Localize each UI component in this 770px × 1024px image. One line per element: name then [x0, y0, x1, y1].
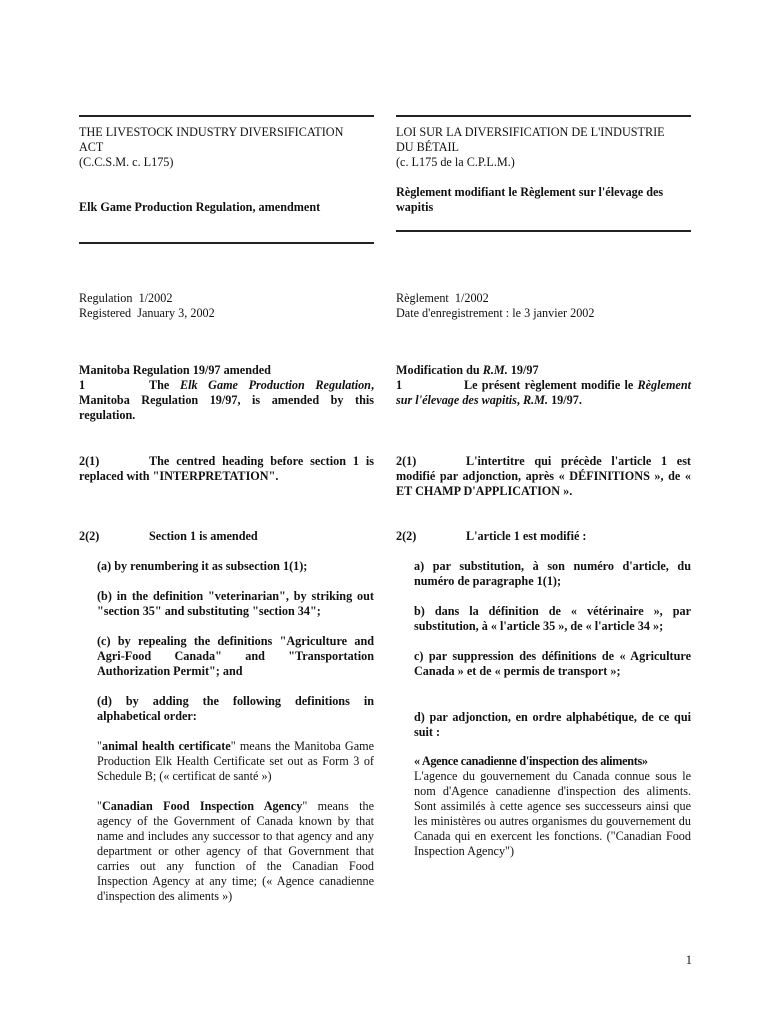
left-def1-open-quote: " — [97, 739, 102, 753]
left-def1-text: " means the Manitoba Game Production Elk Health Certificate set out as Form 3 of Schedule B; (« certificat de santé ») — [97, 739, 375, 783]
left-section-1-text-b: , Manitoba Regulation 19/97, is amended by this regulation. — [79, 378, 374, 422]
right-def1-term: « Agence canadienne d'inspection des aliments» — [414, 754, 648, 768]
right-definition-agence — [414, 754, 691, 859]
right-citation: (c. L175 de la C.P.L.M.) — [396, 155, 515, 169]
left-def1-term: animal health certificate — [101, 739, 231, 753]
right-header-top-rule — [396, 115, 691, 117]
right-registered-date: Date d'enregistrement : le 3 janvier 2002 — [396, 306, 595, 320]
left-act-title — [79, 125, 374, 170]
page-number: 1 — [685, 953, 692, 967]
right-header-bottom-rule — [396, 230, 691, 232]
right-clause-b: b) dans la définition de « vétérinaire », par substitution, à « l'article 35 », de « l'article 34 »; — [414, 604, 691, 633]
right-section-1-rm: R.M. — [522, 393, 549, 407]
right-section-1-heading-a: Modification du — [396, 363, 483, 377]
left-clause-c: (c) by repealing the definitions "Agriculture and Agri-Food Canada" and "Transportation Authorization Permit"; and — [97, 634, 374, 678]
left-def2-open-quote: " — [97, 799, 102, 813]
left-section-1-number: 1 — [79, 378, 86, 392]
left-registered-date: Registered January 3, 2002 — [79, 306, 215, 320]
left-definition-cfia — [97, 799, 374, 904]
right-section-1-heading-rm: R.M. — [482, 363, 508, 377]
right-clause-a: a) par substitution, à son numéro d'article, du numéro de paragraphe 1(1); — [414, 559, 691, 588]
left-citation: (C.C.S.M. c. L175) — [79, 155, 174, 169]
right-section-2-2-number: 2(2) — [396, 529, 417, 543]
right-act-title — [396, 125, 696, 170]
left-section-2-1 — [79, 454, 374, 484]
right-regulation-number: Règlement 1/2002 — [396, 291, 489, 305]
right-section-2-1-number: 2(1) — [396, 454, 417, 468]
left-section-2-1-text: The centred heading before section 1 is replaced with "INTERPRETATION". — [79, 454, 374, 483]
left-clause-b: (b) in the definition "veterinarian", by striking out "section 35" and substituting "section 34"; — [97, 589, 374, 618]
right-section-1-text-c: 19/97. — [548, 393, 582, 407]
left-definition-animal-health-certificate — [97, 739, 374, 784]
right-def1-text: L'agence du gouvernement du Canada connue sous le nom d'Agence canadienne d'inspection des aliments. Sont assimilés à cette agence ses successeurs ainsi que les ministères ou autres organismes du gouvernement du Canada qui en exercent les fonctions. ("Canadian Food Inspection Agency") — [414, 769, 691, 858]
left-section-1-text-a: The — [149, 378, 180, 392]
right-section-2-2-heading-text: L'article 1 est modifié : — [466, 529, 587, 543]
left-section-2-1-number: 2(1) — [79, 454, 100, 468]
left-clause-a: (a) by renumbering it as subsection 1(1); — [97, 559, 308, 573]
left-section-2-2-number: 2(2) — [79, 529, 100, 543]
right-section-1-heading — [396, 363, 691, 378]
left-act-title-line1: THE LIVESTOCK INDUSTRY DIVERSIFICATION — [79, 125, 344, 139]
left-regulation-title: Elk Game Production Regulation, amendment — [79, 200, 321, 214]
right-clause-d: d) par adjonction, en ordre alphabétique, de ce qui suit : — [414, 710, 691, 739]
left-section-1 — [79, 363, 374, 423]
right-section-1-body — [396, 378, 691, 408]
right-meta — [396, 291, 696, 321]
right-section-1-text-b: , — [516, 393, 523, 407]
right-clause-c: c) par suppression des définitions de « Agriculture Canada » et de « permis de transport »; — [414, 649, 691, 678]
right-act-title-line1: LOI SUR LA DIVERSIFICATION DE L'INDUSTRIE — [396, 125, 665, 139]
left-section-1-body — [79, 378, 374, 423]
right-section-1-reg-name: Règlement sur l'élevage des wapitis — [396, 378, 691, 407]
right-regulation-title: Règlement modifiant le Règlement sur l'élevage des wapitis — [396, 185, 664, 214]
left-section-1-reg-name: Elk Game Production Regulation — [179, 378, 371, 392]
left-def2-text: " means the agency of the Government of Canada known by that name and includes any successor to that agency and any department or other agency of that Government that carries out any function of the Canadian Food Inspection Agency at any time; (« Agence canadienne d'inspection des aliments ») — [97, 799, 374, 903]
right-section-2-1-text: L'intertitre qui précède l'article 1 est modifié par adjonction, après « DÉFINITIONS », de « ET CHAMP D'APPLICATION ». — [396, 454, 691, 498]
left-meta — [79, 291, 374, 321]
left-clause-d: (d) by adding the following definitions in alphabetical order: — [97, 694, 374, 723]
left-header-bottom-rule — [79, 242, 374, 244]
right-section-2-1 — [396, 454, 691, 499]
right-section-1-number: 1 — [396, 378, 403, 392]
left-def2-term: Canadian Food Inspection Agency — [101, 799, 303, 813]
right-section-1 — [396, 363, 691, 408]
right-act-title-line2: DU BÉTAIL — [396, 140, 459, 154]
left-section-2-2-heading — [79, 529, 374, 544]
left-regulation-number: Regulation 1/2002 — [79, 291, 173, 305]
left-act-title-line2: ACT — [79, 140, 104, 154]
right-section-1-heading-b: 19/97 — [507, 363, 539, 377]
right-section-2-2-heading — [396, 529, 691, 544]
left-header-top-rule — [79, 115, 374, 117]
right-section-1-text-a: Le présent règlement modifie le — [464, 378, 638, 392]
left-section-1-heading: Manitoba Regulation 19/97 amended — [79, 363, 271, 377]
left-section-2-2-heading-text: Section 1 is amended — [149, 529, 258, 543]
